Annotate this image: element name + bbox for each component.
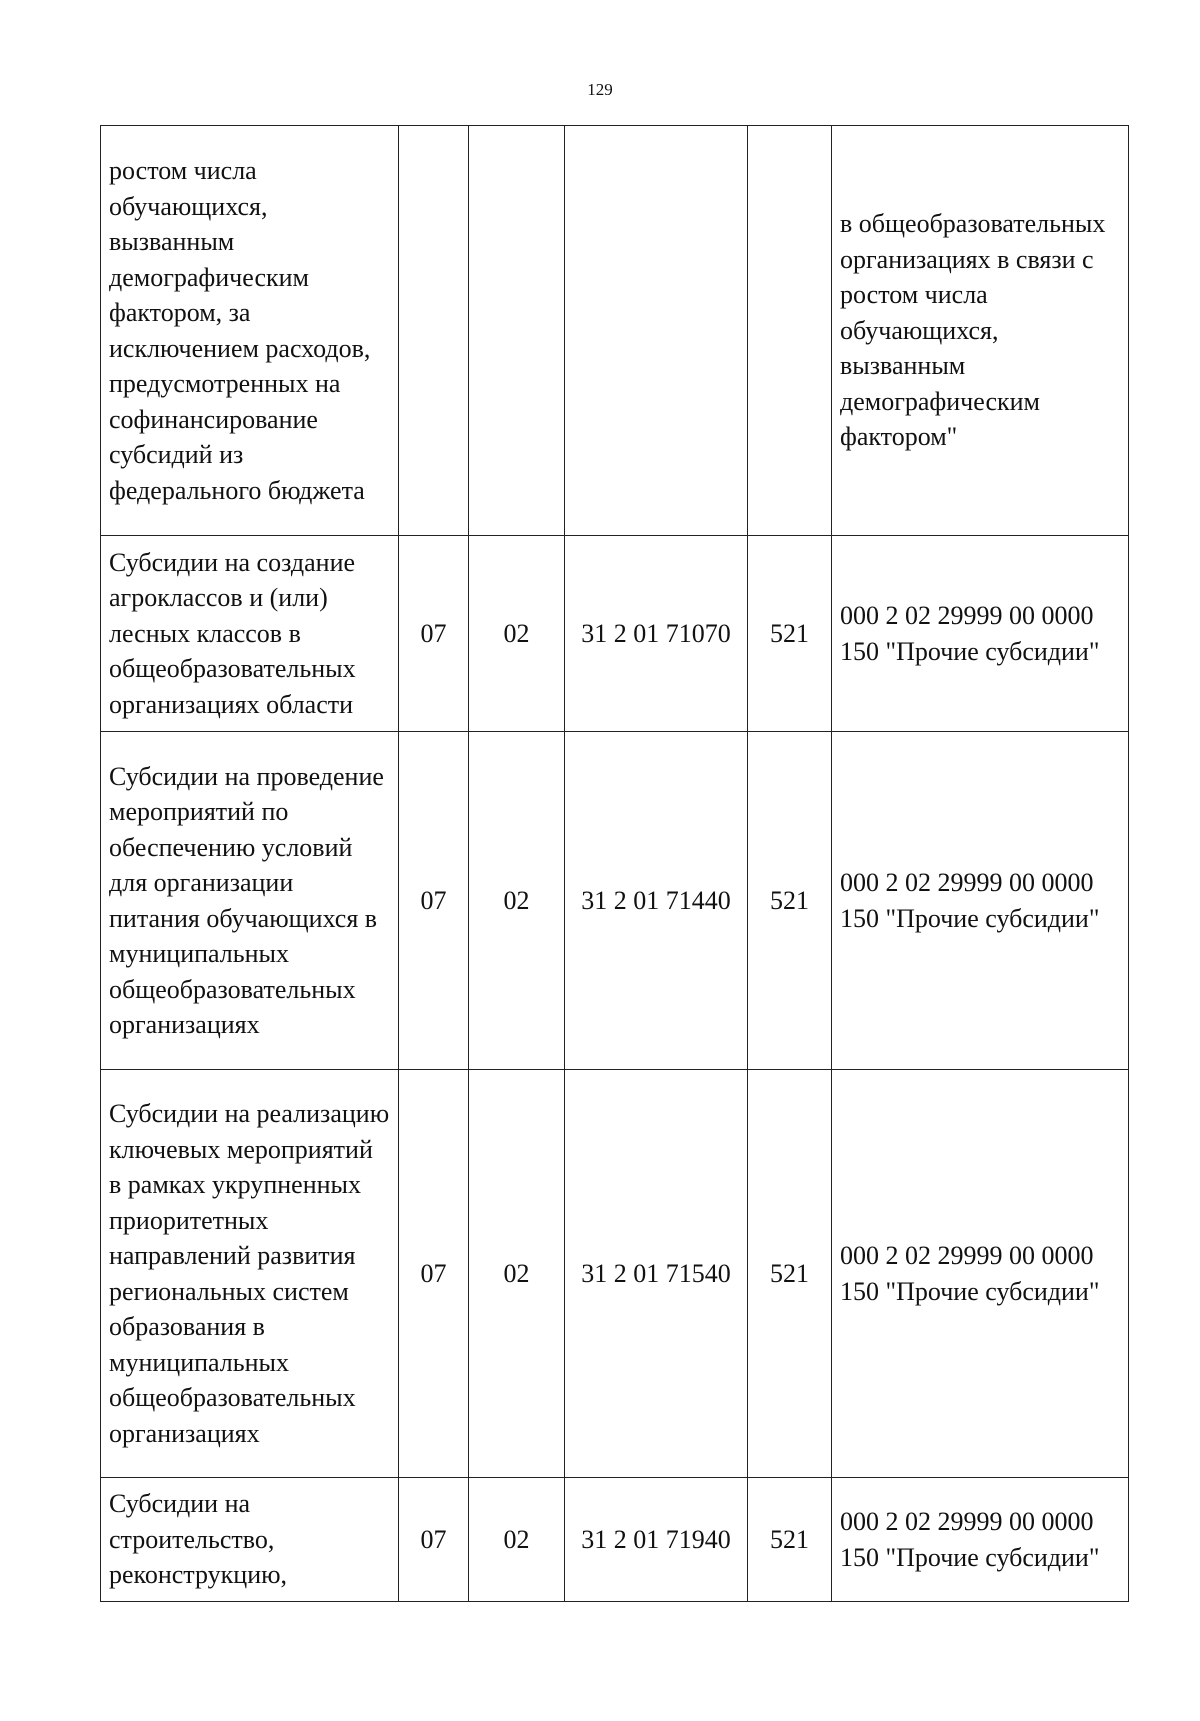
budget-classification-table: [100, 125, 1129, 1602]
expense-name-cell: Субсидии на реализацию ключевых мероприятий в рамках укрупненных приоритетных направлений развития региональных систем образования в муниципальных общеобразовательных организациях: [101, 1070, 399, 1478]
target-article-cell: 31 2 01 71070: [565, 536, 748, 732]
income-code-cell: 000 2 02 29999 00 0000 150 "Прочие субсидии": [832, 732, 1129, 1070]
expense-type-cell: 521: [748, 1478, 832, 1602]
table-row: [101, 1070, 1129, 1478]
subsection-cell: 02: [469, 1070, 565, 1478]
subsection-cell: [469, 126, 565, 536]
table-row: [101, 732, 1129, 1070]
subsection-cell: 02: [469, 732, 565, 1070]
expense-type-cell: 521: [748, 732, 832, 1070]
expense-name-cell: Субсидии на создание агроклассов и (или) лесных классов в общеобразовательных организациях области: [101, 536, 399, 732]
subsection-cell: 02: [469, 1478, 565, 1602]
table-row: [101, 126, 1129, 536]
section-cell: 07: [399, 536, 469, 732]
section-cell: 07: [399, 732, 469, 1070]
target-article-cell: 31 2 01 71440: [565, 732, 748, 1070]
subsection-cell: 02: [469, 536, 565, 732]
target-article-cell: 31 2 01 71540: [565, 1070, 748, 1478]
income-code-cell: в общеобразовательных организациях в связи с ростом числа обучающихся, вызванным демографическим фактором": [832, 126, 1129, 536]
income-code-cell: 000 2 02 29999 00 0000 150 "Прочие субсидии": [832, 536, 1129, 732]
table-row: [101, 1478, 1129, 1602]
table-row: [101, 536, 1129, 732]
expense-name-cell: ростом числа обучающихся, вызванным демографическим фактором, за исключением расходов, предусмотренных на софинансирование субсидий из федерального бюджета: [101, 126, 399, 536]
income-code-cell: 000 2 02 29999 00 0000 150 "Прочие субсидии": [832, 1478, 1129, 1602]
income-code-cell: 000 2 02 29999 00 0000 150 "Прочие субсидии": [832, 1070, 1129, 1478]
expense-name-cell: Субсидии на проведение мероприятий по обеспечению условий для организации питания обучающихся в муниципальных общеобразовательных организациях: [101, 732, 399, 1070]
page-number: 129: [587, 80, 613, 99]
expense-type-cell: 521: [748, 1070, 832, 1478]
expense-type-cell: 521: [748, 536, 832, 732]
expense-type-cell: [748, 126, 832, 536]
section-cell: [399, 126, 469, 536]
section-cell: 07: [399, 1070, 469, 1478]
section-cell: 07: [399, 1478, 469, 1602]
target-article-cell: 31 2 01 71940: [565, 1478, 748, 1602]
expense-name-cell: Субсидии на строительство, реконструкцию,: [101, 1478, 399, 1602]
target-article-cell: [565, 126, 748, 536]
